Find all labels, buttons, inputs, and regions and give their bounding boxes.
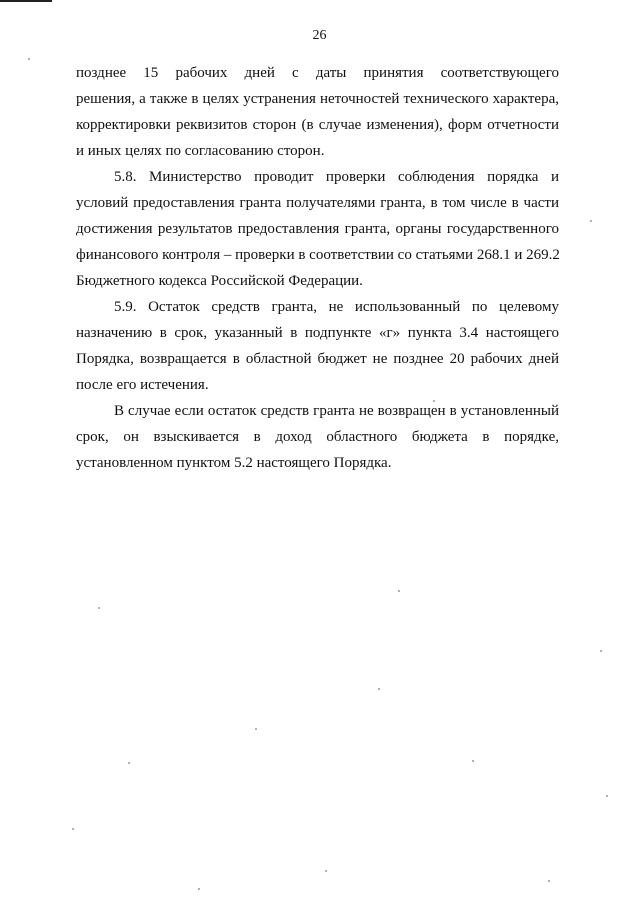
paragraph-return-of-funds (76, 398, 559, 476)
scan-speck (398, 590, 400, 592)
text-line: достижения результатов предоставления гранта, органы государственного (76, 221, 559, 237)
paragraph-continuation (76, 60, 559, 164)
text-line: установленном пунктом 5.2 настоящего Порядка. (76, 455, 392, 471)
scan-corner-mark (0, 0, 52, 2)
text-line: позднее 15 рабочих дней с даты принятия соответствующего (76, 65, 559, 81)
scan-speck (590, 220, 592, 222)
scan-speck (548, 880, 550, 882)
scan-speck (378, 688, 380, 690)
text-line: 5.9. Остаток средств гранта, не использованный по целевому (114, 299, 559, 315)
text-line: после его истечения. (76, 377, 209, 393)
text-line: назначению в срок, указанный в подпункте «г» пункта 3.4 настоящего (76, 325, 559, 341)
text-line: Порядка, возвращается в областной бюджет не позднее 20 рабочих дней (76, 351, 559, 367)
scan-speck (472, 760, 474, 762)
scan-speck (255, 728, 257, 730)
text-line: Бюджетного кодекса Российской Федерации. (76, 273, 363, 289)
text-line: срок, он взыскивается в доход областного бюджета в порядке, (76, 429, 559, 445)
scan-speck (98, 607, 100, 609)
scan-speck (72, 828, 74, 830)
page-number: 26 (312, 28, 327, 43)
text-line: 5.8. Министерство проводит проверки соблюдения порядка и (114, 169, 559, 185)
scan-speck (600, 650, 602, 652)
paragraph-5-9 (76, 294, 559, 398)
text-line: условий предоставления гранта получателями гранта, в том числе в части (76, 195, 559, 211)
text-line: финансового контроля – проверки в соответствии со статьями 268.1 и 269.2 (76, 247, 560, 263)
paragraph-5-8 (76, 164, 559, 294)
scan-speck (128, 762, 130, 764)
text-line: решения, а также в целях устранения неточностей технического характера, (76, 91, 559, 107)
scan-speck (198, 888, 200, 890)
scan-speck (28, 58, 30, 60)
text-line: корректировки реквизитов сторон (в случае изменения), форм отчетности (76, 117, 559, 133)
document-body (76, 60, 559, 476)
text-line: В случае если остаток средств гранта не возвращен в установленный (114, 403, 559, 419)
scan-speck (433, 400, 435, 402)
scan-speck (325, 870, 327, 872)
text-line: и иных целях по согласованию сторон. (76, 143, 325, 159)
scan-speck (606, 795, 608, 797)
